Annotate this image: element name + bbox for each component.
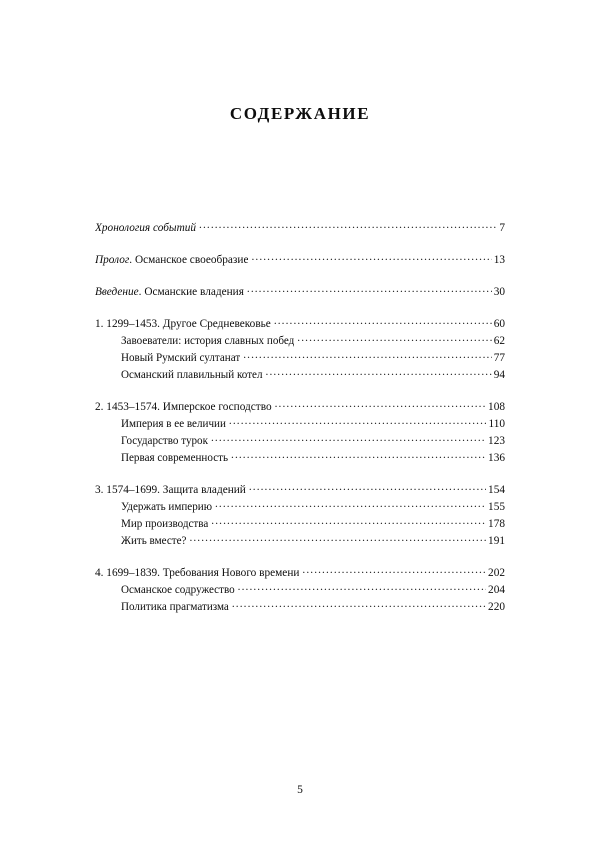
toc-entry-label xyxy=(121,450,228,467)
toc-entry-label xyxy=(121,533,186,550)
toc-dot-leader xyxy=(266,367,492,378)
toc-entry-label-text: 3. 1574–1699. Защита владений xyxy=(95,484,246,496)
toc-entry-label xyxy=(121,350,240,367)
toc-subentry[interactable] xyxy=(95,350,505,367)
toc-entry-label-text: 2. 1453–1574. Имперское господство xyxy=(95,401,272,413)
toc-entry-label xyxy=(95,284,244,301)
toc-page-number: 191 xyxy=(488,535,505,547)
toc-page-number: 123 xyxy=(488,435,505,447)
toc-page-number: 204 xyxy=(488,584,505,596)
toc-dot-leader xyxy=(189,533,486,544)
toc-page-number: 7 xyxy=(499,222,505,234)
toc-entry-label-text: Жить вместе? xyxy=(121,535,187,547)
toc-entry-label xyxy=(95,252,248,269)
toc-dot-leader xyxy=(215,499,486,510)
toc-entry-label-italic: Хронология событий xyxy=(95,222,197,234)
toc-entry-label-text: Завоеватели: история славных побед xyxy=(121,335,295,347)
toc-entry[interactable] xyxy=(95,220,505,237)
toc-page-number: 154 xyxy=(488,484,505,496)
toc-entry-label-text: . Османское своеобразие xyxy=(129,254,249,266)
toc-page-number: 60 xyxy=(493,318,505,330)
toc-group xyxy=(95,284,505,301)
toc-dot-leader xyxy=(274,316,492,327)
toc-subentry[interactable] xyxy=(95,433,505,450)
toc-entry-label-text: Удержать империю xyxy=(121,501,212,513)
toc-dot-leader xyxy=(251,252,491,263)
toc-page-number: 108 xyxy=(488,401,505,413)
toc-dot-leader xyxy=(229,416,487,427)
toc-page-number: 30 xyxy=(493,286,505,298)
toc-page-number: 62 xyxy=(493,335,505,347)
toc-entry-label-text: 1. 1299–1453. Другое Средневековье xyxy=(95,318,271,330)
toc-page xyxy=(0,104,600,854)
toc-entry-label xyxy=(121,582,235,599)
toc-entry-label-text: Османское содружество xyxy=(121,584,235,596)
toc-group xyxy=(95,399,505,467)
toc-group xyxy=(95,220,505,237)
toc-dot-leader xyxy=(199,220,497,231)
toc-entry-label xyxy=(121,433,208,450)
toc-entry-label-text: Османский плавильный котел xyxy=(121,369,263,381)
toc-entry-label xyxy=(121,333,294,350)
toc-entry-label-text: Мир производства xyxy=(121,518,209,530)
toc-entry[interactable] xyxy=(95,399,505,416)
toc-entry-label xyxy=(95,399,272,416)
toc-page-number: 220 xyxy=(488,601,505,613)
toc-dot-leader xyxy=(238,582,486,593)
toc-group xyxy=(95,316,505,384)
toc-entry-label-text: Первая современность xyxy=(121,452,229,464)
toc-page-number: 110 xyxy=(488,418,505,430)
page-title: СОДЕРЖАНИЕ xyxy=(229,104,371,123)
toc-entry-label-text: 4. 1699–1839. Требования Нового времени xyxy=(95,567,300,579)
toc-subentry[interactable] xyxy=(95,582,505,599)
toc-entry-label-text: Политика прагматизма xyxy=(121,601,229,613)
toc-entry-label-text: . Османские владения xyxy=(138,286,244,298)
toc-group xyxy=(95,565,505,616)
toc-subentry[interactable] xyxy=(95,499,505,516)
toc-entry-label xyxy=(95,565,299,582)
toc-entry-label-italic: Введение xyxy=(95,286,139,298)
toc-entry-label xyxy=(95,220,196,237)
toc-page-number: 178 xyxy=(488,518,505,530)
toc-list xyxy=(95,220,505,616)
toc-entry-label xyxy=(121,367,263,384)
toc-dot-leader xyxy=(247,284,492,295)
toc-dot-leader xyxy=(211,433,486,444)
toc-entry-label xyxy=(95,482,246,499)
toc-dot-leader xyxy=(249,482,486,493)
toc-entry-label-text: Государство турок xyxy=(121,435,208,447)
toc-entry-label xyxy=(95,316,271,333)
toc-page-number: 155 xyxy=(488,501,505,513)
toc-page-number: 136 xyxy=(488,452,505,464)
toc-page-number: 202 xyxy=(488,567,505,579)
toc-dot-leader xyxy=(232,599,486,610)
toc-subentry[interactable] xyxy=(95,333,505,350)
toc-group xyxy=(95,482,505,550)
toc-entry-label xyxy=(121,599,229,616)
toc-subentry[interactable] xyxy=(95,450,505,467)
toc-page-number: 77 xyxy=(493,352,505,364)
toc-entry[interactable] xyxy=(95,284,505,301)
toc-entry[interactable] xyxy=(95,565,505,582)
toc-subentry[interactable] xyxy=(95,367,505,384)
toc-dot-leader xyxy=(211,516,486,527)
toc-entry-label-text: Новый Румский султанат xyxy=(121,352,241,364)
toc-dot-leader xyxy=(297,333,491,344)
toc-entry[interactable] xyxy=(95,252,505,269)
toc-dot-leader xyxy=(275,399,486,410)
toc-subentry[interactable] xyxy=(95,516,505,533)
toc-entry-label xyxy=(121,516,208,533)
toc-entry-label-italic: Пролог xyxy=(95,254,130,266)
toc-entry-label-text: Империя в ее величии xyxy=(121,418,226,430)
toc-subentry[interactable] xyxy=(95,416,505,433)
toc-page-number: 13 xyxy=(493,254,505,266)
toc-group xyxy=(95,252,505,269)
toc-entry-label xyxy=(121,499,212,516)
toc-entry[interactable] xyxy=(95,316,505,333)
toc-subentry[interactable] xyxy=(95,533,505,550)
page-number: 5 xyxy=(297,784,303,796)
toc-entry-label xyxy=(121,416,226,433)
toc-subentry[interactable] xyxy=(95,599,505,616)
toc-page-number: 94 xyxy=(493,369,505,381)
toc-dot-leader xyxy=(243,350,491,361)
toc-dot-leader xyxy=(231,450,486,461)
toc-entry[interactable] xyxy=(95,482,505,499)
toc-dot-leader xyxy=(302,565,486,576)
